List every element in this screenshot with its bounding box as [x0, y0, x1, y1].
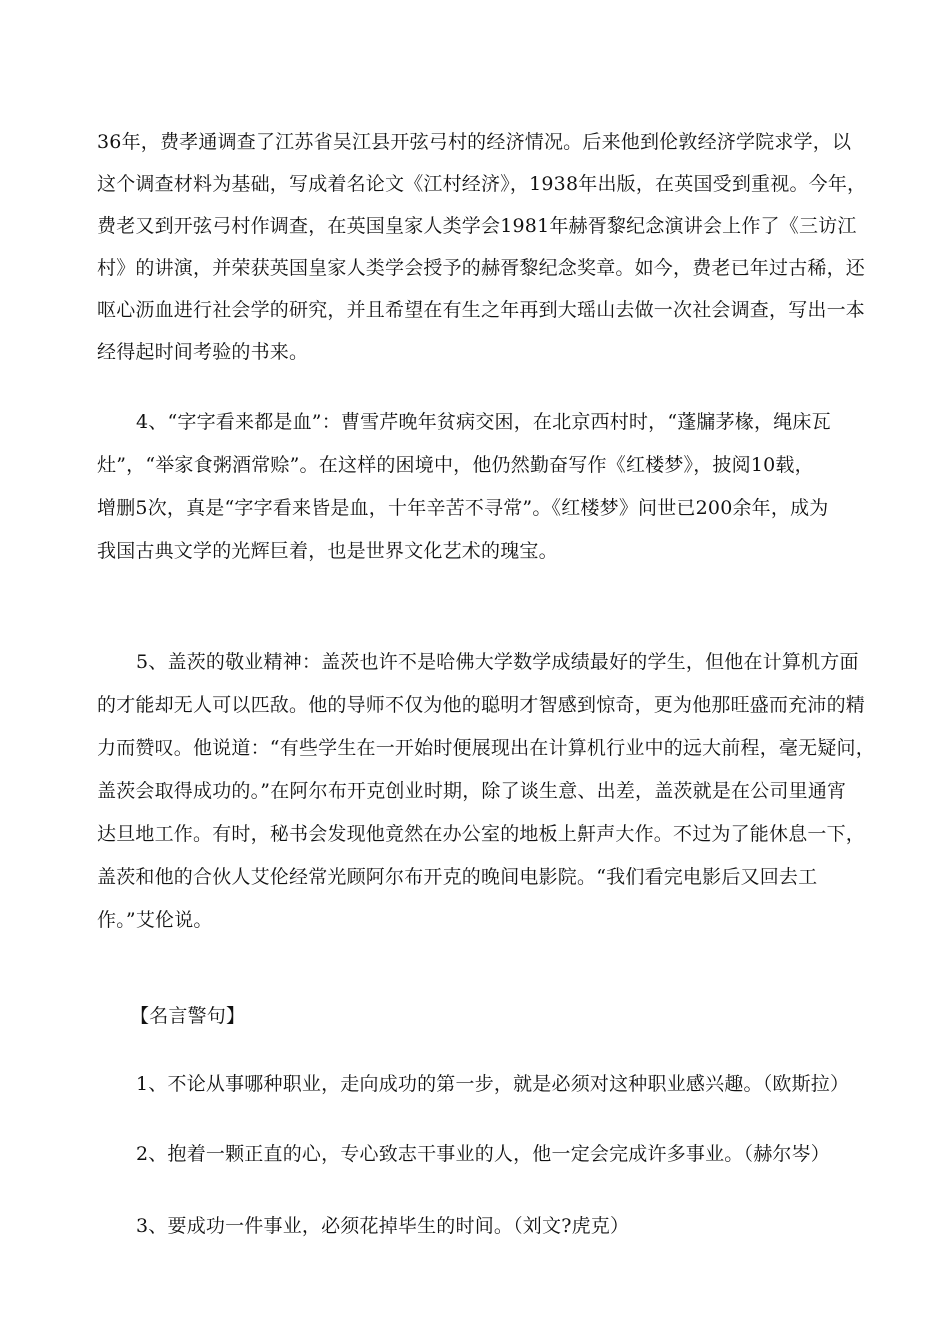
text-line: 5、盖茨的敬业精神：盖茨也许不是哈佛大学数学成绩最好的学生，但他在计算机方面: [136, 651, 859, 673]
text-line: 的才能却无人可以匹敌。他的导师不仅为他的聪明才智感到惊奇，更为他那旺盛而充沛的精: [97, 694, 866, 716]
text-line: 4、“字字看来都是血”：曹雪芹晚年贫病交困，在北京西村时，“蓬牖茅椽，绳床瓦: [136, 411, 831, 433]
text-line: 村》的讲演，并荣获英国皇家人类学会授予的赫胥黎纪念奖章。如今，费老已年过古稀，还: [97, 257, 866, 279]
text-line: 灶”，“举家食粥酒常赊”。在这样的困境中，他仍然勤奋写作《红楼梦》，披阅10载，: [97, 454, 814, 476]
text-line: 盖茨会取得成功的。”在阿尔布开克创业时期，除了谈生意、出差，盖茨就是在公司里通宵: [97, 780, 847, 802]
text-line: 增删5次，真是“字字看来皆是血，十年辛苦不寻常”。《红楼梦》问世已200余年，成为: [97, 497, 829, 519]
quote-item: 1、不论从事哪种职业，走向成功的第一步，就是必须对这种职业感兴趣。（欧斯拉）: [136, 1073, 850, 1095]
text-line: 达旦地工作。有时，秘书会发现他竟然在办公室的地板上鼾声大作。不过为了能休息一下，: [97, 823, 866, 845]
text-line: 36年，费孝通调查了江苏省吴江县开弦弓村的经济情况。后来他到伦敦经济学院求学，以: [97, 131, 852, 153]
quote-item: 2、抱着一颗正直的心，专心致志干事业的人，他一定会完成许多事业。（赫尔岑）: [136, 1143, 830, 1165]
text-line: 盖茨和他的合伙人艾伦经常光顾阿尔布开克的晚间电影院。“我们看完电影后又回去工: [97, 866, 818, 888]
text-line: 费老又到开弦弓村作调查，在英国皇家人类学会1981年赫胥黎纪念演讲会上作了《三访江: [97, 215, 857, 237]
text-line: 呕心沥血进行社会学的研究，并且希望在有生之年再到大瑶山去做一次社会调查，写出一本: [97, 299, 866, 321]
section-heading: 【名言警句】: [130, 1005, 246, 1027]
quote-item: 3、要成功一件事业，必须花掉毕生的时间。（刘文?虎克）: [136, 1215, 630, 1237]
text-line: 这个调查材料为基础，写成着名论文《江村经济》，1938年出版，在英国受到重视。今年，: [97, 173, 867, 195]
text-line: 作。”艾伦说。: [97, 909, 213, 931]
text-line: 我国古典文学的光辉巨着，也是世界文化艺术的瑰宝。: [97, 540, 558, 562]
text-line: 力而赞叹。他说道：“有些学生在一开始时便展现出在计算机行业中的远大前程，毫无疑问，: [97, 737, 875, 759]
text-line: 经得起时间考验的书来。: [97, 341, 309, 363]
